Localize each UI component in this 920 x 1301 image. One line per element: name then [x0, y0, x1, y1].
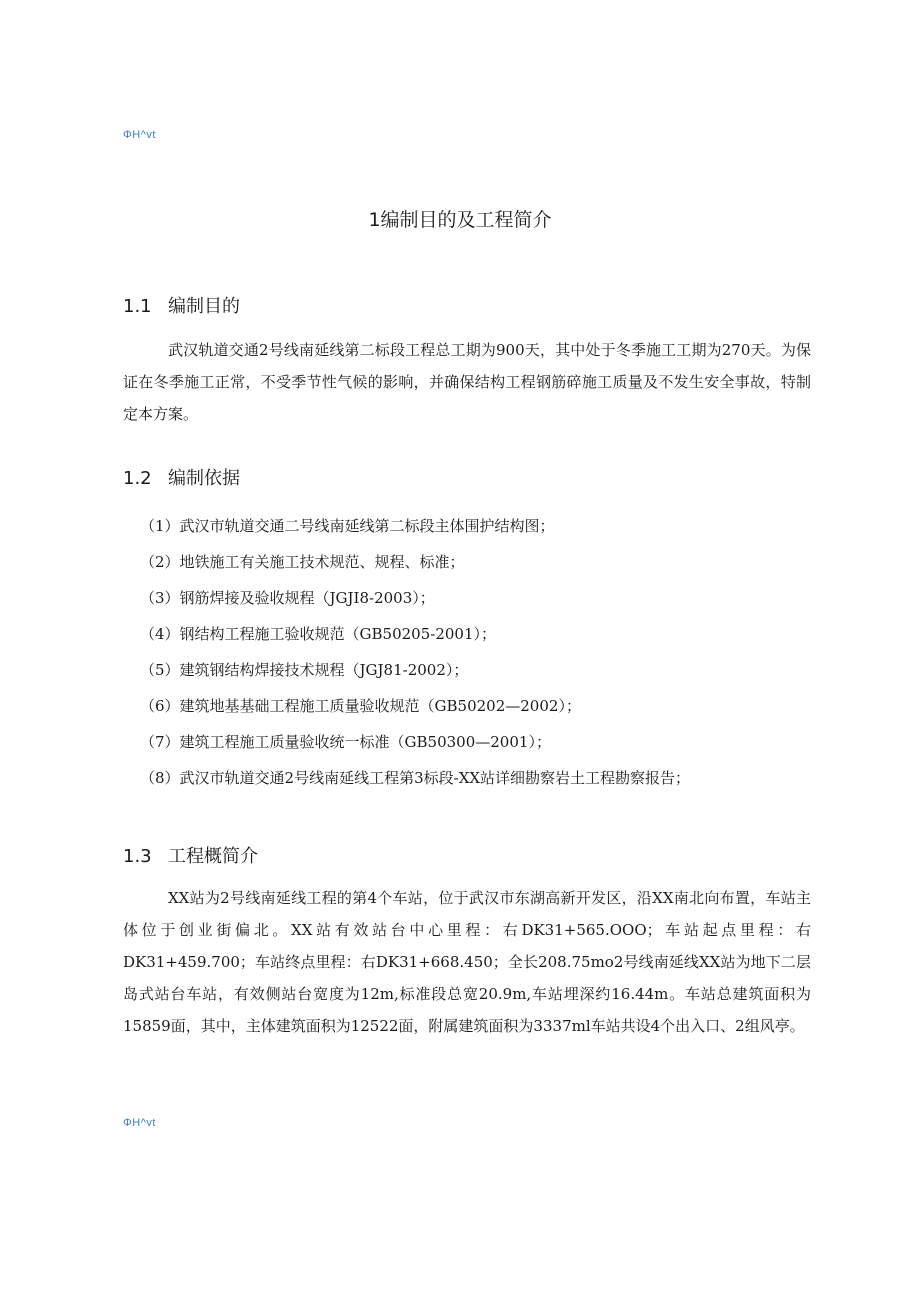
footer-mark: ΦH^vt	[123, 1117, 156, 1129]
overview-text: XX站为2号线南延线工程的第4个车站，位于武汉市东湖高新开发区，沿XX南北向布置，车站主体位于创业街偏北。XX站有效站台中心里程：右DK31+565.OOO；车站起点里程：右DK31+459.700；车站终点里程：右DK31+668.450；全长208.75mo2号线南延线XX站为地下二层岛式站台车站，有效侧站台宽度为12m,标准段总宽20.9m,车站埋深约16.44m。车站总建筑面积为15859面，其中，主体建筑面积为12522面，附属建筑面积为3337ml车站共设4个出入口、2组风亭。	[123, 889, 811, 1035]
section-title: 工程概简介	[168, 846, 258, 867]
section-number: 1.3	[123, 846, 152, 867]
header-mark: ΦH^vt	[123, 129, 156, 141]
basis-item: （4）钢结构工程施工验收规范（GB50205-2001）；	[140, 625, 497, 643]
basis-item: （8）武汉市轨道交通2号线南延线工程第3标段-XX站详细勘察岩土工程勘察报告；	[140, 769, 691, 787]
section-heading-purpose	[123, 292, 240, 318]
overview-paragraph	[123, 882, 811, 1042]
section-number: 1.1	[123, 296, 152, 317]
basis-item: （7）建筑工程施工质量验收统一标准（GB50300—2001）；	[140, 733, 551, 751]
section-number: 1.2	[123, 468, 152, 489]
section-title: 编制目的	[168, 296, 240, 317]
basis-item: （5）建筑钢结构焊接技术规程（JGJ81-2002）；	[140, 661, 469, 679]
purpose-paragraph	[123, 334, 811, 430]
basis-item: （3）钢筋焊接及验收规程（JGJI8-2003）；	[140, 589, 435, 607]
basis-item: （1）武汉市轨道交通二号线南延线第二标段主体围护结构图；	[140, 517, 555, 535]
chapter-title: 1编制目的及工程简介	[368, 209, 552, 231]
basis-list	[140, 512, 820, 800]
section-title: 编制依据	[168, 468, 240, 489]
basis-item: （2）地铁施工有关施工技术规范、规程、标准；	[140, 553, 465, 571]
section-heading-basis	[123, 464, 240, 490]
section-heading-overview	[123, 842, 258, 868]
basis-item: （6）建筑地基基础工程施工质量验收规范（GB50202—2002）；	[140, 697, 581, 715]
purpose-text: 武汉轨道交通2号线南延线第二标段工程总工期为900天，其中处于冬季施工工期为270天。为保证在冬季施工正常，不受季节性气候的影响，并确保结构工程钢筋碎施工质量及不发生安全事故，特制定本方案。	[123, 341, 811, 423]
